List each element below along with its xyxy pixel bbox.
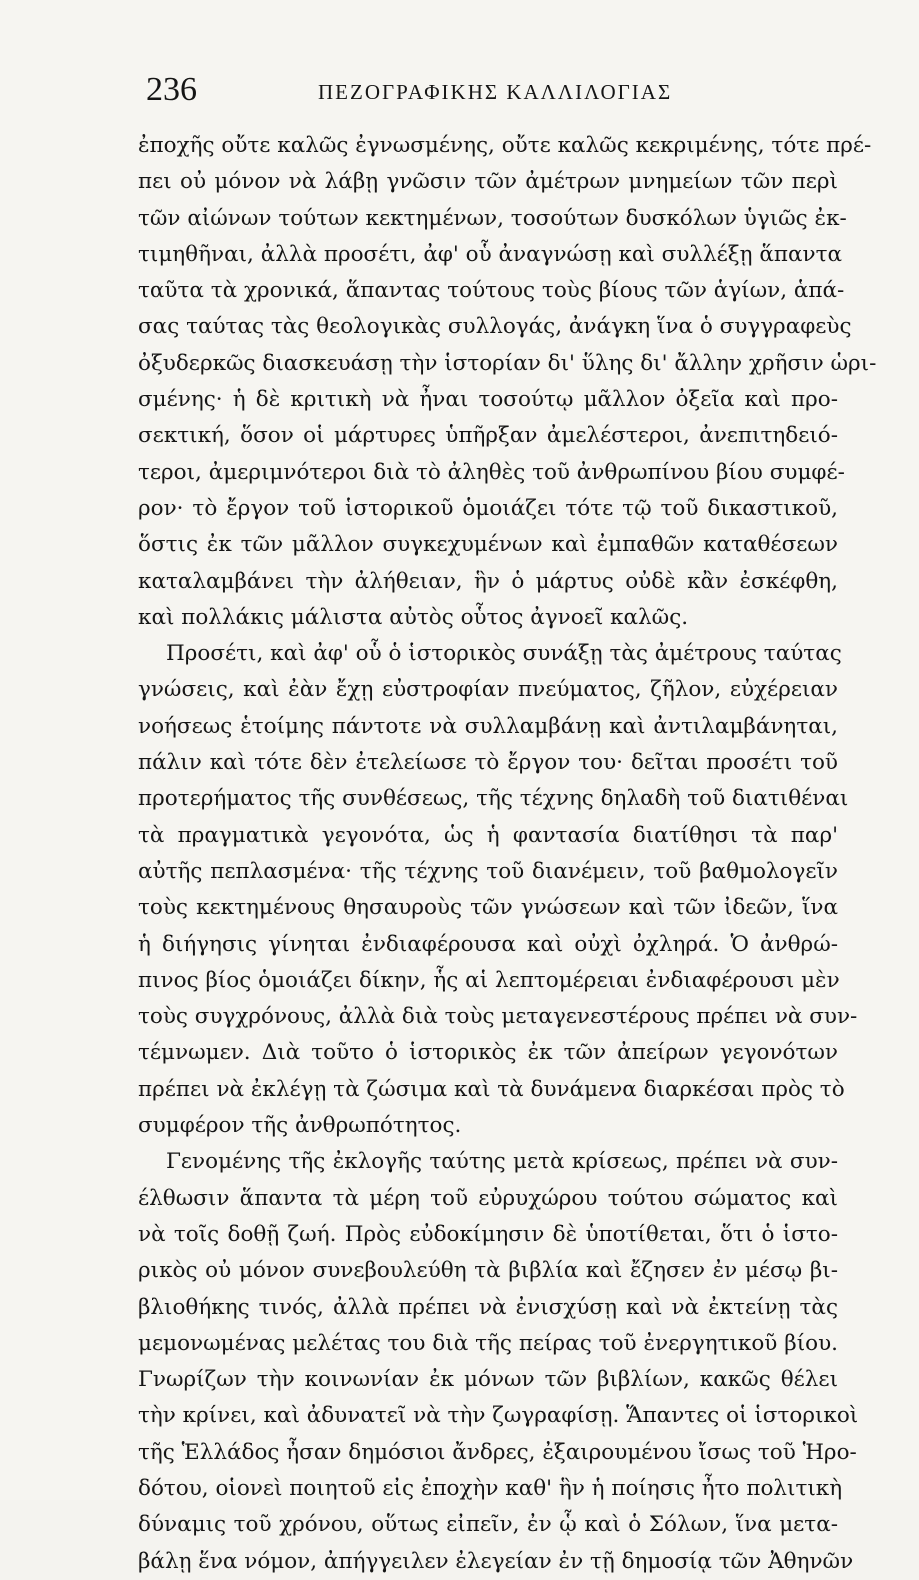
text-line: σας ταύτας τὰς θεολογικὰς συλλογάς, ἀνάγκη ἵνα ὁ συγγραφεὺς <box>138 314 852 340</box>
page-header <box>0 66 919 114</box>
text-line: ἡ διήγησις γίνηται ἐνδιαφέρουσα καὶ οὐχὶ ὀχληρά. Ὁ ἀνθρώ- <box>138 931 838 957</box>
text-line: τὴν κρίνει, καὶ ἀδυνατεῖ νὰ τὴν ζωγραφίσῃ. Ἅπαντες οἱ ἱστορικοὶ <box>138 1403 859 1429</box>
text-line: προτερήματος τῆς συνθέσεως, τῆς τέχνης δηλαδὴ τοῦ διατιθέναι <box>138 786 849 812</box>
text-line: σμένης· ἡ δὲ κριτικὴ νὰ ἦναι τοσούτῳ μᾶλλον ὀξεῖα καὶ προ- <box>138 387 838 413</box>
text-line: νὰ τοῖς δοθῇ ζωή. Πρὸς εὐδοκίμησιν δὲ ὑποτίθεται, ὅτι ὁ ἱστο- <box>138 1221 838 1247</box>
page-number: 236 <box>146 71 197 108</box>
text-line: τιμηθῆναι, ἀλλὰ προσέτι, ἀφ' οὗ ἀναγνώσῃ καὶ συλλέξῃ ἅπαντα <box>138 241 843 267</box>
text-line: ρικὸς οὐ μόνον συνεβουλεύθη τὰ βιβλία καὶ ἔζησεν ἐν μέσῳ βι- <box>138 1258 838 1284</box>
text-line: ἐποχῆς οὔτε καλῶς ἐγνωσμένης, οὔτε καλῶς κεκριμένης, τότε πρέ- <box>138 133 872 158</box>
text-line: δότου, οἱονεὶ ποιητοῦ εἰς ἐποχὴν καθ' ἣν ἡ ποίησις ἦτο πολιτικὴ <box>138 1475 843 1501</box>
text-line: Προσέτι, καὶ ἀφ' οὗ ὁ ἱστορικὸς συνάξῃ τὰς ἀμέτρους ταύτας <box>166 641 842 667</box>
text-line: συμφέρον τῆς ἀνθρωπότητος. <box>138 1113 462 1139</box>
text-line: πρέπει νὰ ἐκλέγῃ τὰ ζώσιμα καὶ τὰ δυνάμενα διαρκέσαι πρὸς τὸ <box>138 1076 845 1102</box>
text-line: μεμονωμένας μελέτας του διὰ τῆς πείρας τοῦ ἐνεργητικοῦ βίου. <box>138 1330 838 1356</box>
text-line: αὐτῆς πεπλασμένα· τῆς τέχνης τοῦ διανέμειν, τοῦ βαθμολογεῖν <box>138 858 838 884</box>
text-line: βάλῃ ἕνα νόμον, ἀπήγγειλεν ἐλεγείαν ἐν τῇ δημοσίᾳ τῶν Ἀθηνῶν <box>138 1548 854 1574</box>
text-line: ὀξυδερκῶς διασκευάσῃ τὴν ἱστορίαν δι' ὕλης δι' ἄλλην χρῆσιν ὡρι- <box>138 350 877 376</box>
text-line: δύναμις τοῦ χρόνου, οὕτως εἰπεῖν, ἐν ᾧ καὶ ὁ Σόλων, ἵνα μετα- <box>138 1512 838 1538</box>
text-line: ταῦτα τὰ χρονικά, ἅπαντας τούτους τοὺς βίους τῶν ἁγίων, ἁπά- <box>138 278 845 304</box>
text-line: πάλιν καὶ τότε δὲν ἐτελείωσε τὸ ἔργον του· δεῖται προσέτι τοῦ <box>138 750 838 776</box>
text-line: τῆς Ἑλλάδος ἦσαν δημόσιοι ἄνδρες, ἐξαιρουμένου ἴσως τοῦ Ἡρο- <box>138 1439 857 1465</box>
text-line: καὶ πολλάκις μάλιστα αὐτὸς οὗτος ἀγνοεῖ καλῶς. <box>138 604 689 630</box>
text-line: σεκτική, ὅσον οἱ μάρτυρες ὑπῆρξαν ἀμελέστεροι, ἀνεπιτηδειό- <box>138 423 838 449</box>
text-line: τοὺς κεκτημένους θησαυροὺς τῶν γνώσεων καὶ τῶν ἰδεῶν, ἵνα <box>138 895 838 921</box>
text-line: νοήσεως ἑτοίμης πάντοτε νὰ συλλαμβάνῃ καὶ ἀντιλαμβάνηται, <box>138 713 838 739</box>
text-line: τέμνωμεν. Διὰ τοῦτο ὁ ἱστορικὸς ἐκ τῶν ἀπείρων γεγονότων <box>138 1040 838 1066</box>
text-line: τὰ πραγματικὰ γεγονότα, ὡς ἡ φαντασία διατίθησι τὰ παρ' <box>138 822 838 848</box>
running-title: ΠΕΖΟΓΡΑΦΙΚΗΣ ΚΑΛΛΙΛΟΓΙΑΣ <box>318 80 673 104</box>
text-line: πινος βίος ὁμοιάζει δίκην, ἧς αἱ λεπτομέρειαι ἐνδιαφέρουσι μὲν <box>138 967 840 993</box>
text-line: Γνωρίζων τὴν κοινωνίαν ἐκ μόνων τῶν βιβλίων, κακῶς θέλει <box>138 1367 838 1393</box>
text-line: τεροι, ἀμεριμνότεροι διὰ τὸ ἀληθὲς τοῦ ἀνθρωπίνου βίου συμφέ- <box>138 459 845 485</box>
text-line: γνώσεις, καὶ ἐὰν ἔχῃ εὐστροφίαν πνεύματος, ζῆλον, εὐχέρειαν <box>138 677 838 703</box>
text-line: βλιοθήκης τινός, ἀλλὰ πρέπει νὰ ἐνισχύσῃ καὶ νὰ ἐκτείνῃ τὰς <box>138 1294 838 1320</box>
text-line: καταλαμβάνει τὴν ἀλήθειαν, ἣν ὁ μάρτυς οὐδὲ κἂν ἐσκέφθη, <box>138 568 838 594</box>
text-line: τῶν αἰώνων τούτων κεκτημένων, τοσούτων δυσκόλων ὑγιῶς ἐκ- <box>138 205 847 231</box>
text-line: έλθωσιν ἅπαντα τὰ μέρη τοῦ εὐρυχώρου τούτου σώματος καὶ <box>138 1185 838 1211</box>
text-line: ὅστις ἐκ τῶν μᾶλλον συγκεχυμένων καὶ ἐμπαθῶν καταθέσεων <box>138 532 838 558</box>
text-line: ρον· τὸ ἔργον τοῦ ἱστορικοῦ ὁμοιάζει τότε τῷ τοῦ δικαστικοῦ, <box>138 495 838 521</box>
text-line: πει οὐ μόνον νὰ λάβῃ γνῶσιν τῶν ἀμέτρων μνημείων τῶν περὶ <box>138 169 838 195</box>
text-line: Γενομένης τῆς ἐκλογῆς ταύτης μετὰ κρίσεως, πρέπει νὰ συν- <box>166 1149 838 1175</box>
body-text <box>138 128 877 1580</box>
text-line: τοὺς συγχρόνους, ἀλλὰ διὰ τοὺς μεταγενεστέρους πρέπει νὰ συν- <box>138 1004 858 1030</box>
